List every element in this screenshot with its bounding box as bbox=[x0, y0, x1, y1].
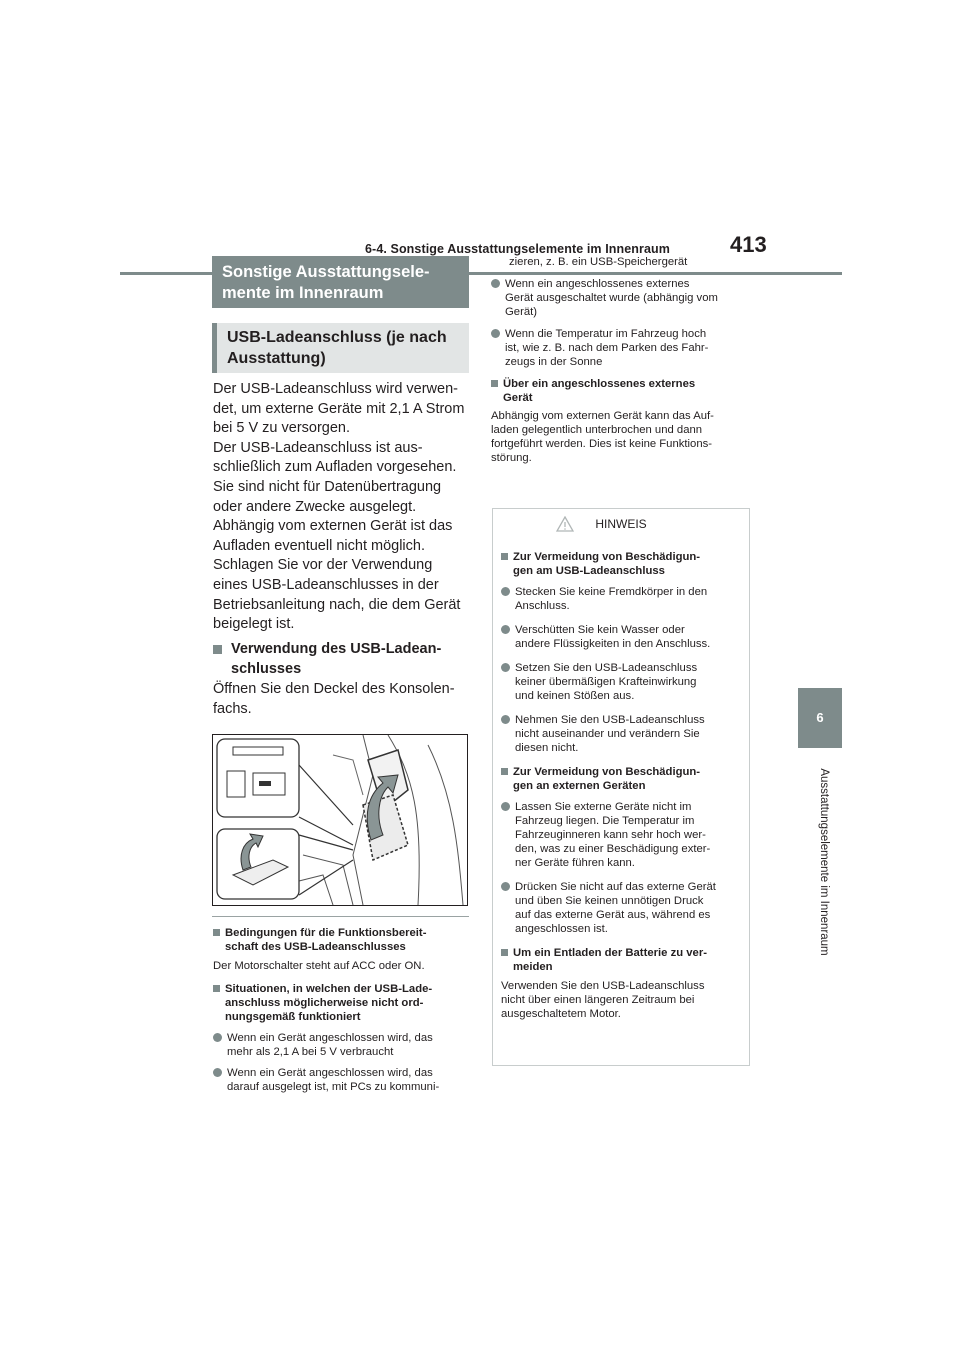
notice-header bbox=[501, 509, 741, 545]
text-line: Wenn ein angeschlossenes externes bbox=[505, 278, 690, 290]
console-drawing bbox=[213, 735, 467, 905]
text-line: ist, wie z. B. nach dem Parken des Fahr- bbox=[505, 342, 709, 354]
text-line: nicht auseinander und verändern Sie bbox=[515, 728, 700, 740]
list-item bbox=[501, 623, 741, 651]
list-item bbox=[491, 327, 751, 369]
heading-line: Gerät bbox=[503, 392, 533, 404]
main-heading-line: Sonstige Ausstattungsele- bbox=[222, 263, 430, 281]
list-item bbox=[501, 661, 741, 703]
situations-heading bbox=[213, 982, 475, 1024]
sub-heading-line: Ausstattung) bbox=[227, 350, 326, 367]
bullet-dot-icon bbox=[213, 1068, 222, 1077]
text-line: Schlagen Sie vor der Verwendung bbox=[213, 557, 433, 574]
bullet-dot-icon bbox=[501, 882, 510, 891]
text-line: fachs. bbox=[213, 700, 252, 717]
square-bullet-icon bbox=[213, 645, 222, 654]
text-line: angeschlossen ist. bbox=[515, 923, 608, 935]
bullet-dot-icon bbox=[213, 1033, 222, 1042]
text-line: Sie sind nicht für Datenübertragung bbox=[213, 478, 442, 495]
text-line: beigelegt ist. bbox=[213, 616, 295, 633]
section-title: 6-4. Sonstige Ausstattungselemente im Innenraum bbox=[365, 242, 670, 256]
notice-heading-3 bbox=[501, 946, 741, 974]
external-device-heading bbox=[491, 377, 751, 405]
usage-heading bbox=[213, 640, 475, 679]
heading-line: Über ein angeschlossenes externes bbox=[503, 378, 696, 390]
text-line: Der USB-Ladeanschluss wird verwen- bbox=[213, 381, 458, 397]
figure-rule bbox=[212, 916, 469, 917]
text-line: Aufladen eventuell nicht möglich. bbox=[213, 537, 425, 554]
text-line: und üben Sie keinen unnötigen Druck bbox=[515, 895, 704, 907]
continued-line: zieren, z. B. ein USB-Speichergerät bbox=[509, 256, 688, 268]
text-line: Verschütten Sie kein Wasser oder bbox=[515, 624, 685, 636]
heading-line: Situationen, in welchen der USB-Lade- bbox=[225, 983, 433, 995]
text-line: Abhängig vom externen Gerät kann das Auf- bbox=[491, 410, 714, 422]
heading-line: meiden bbox=[513, 961, 553, 973]
text-line: Drücken Sie nicht auf das externe Gerät bbox=[515, 881, 716, 893]
text-line: Verwenden Sie den USB-Ladeanschluss bbox=[501, 980, 705, 992]
text-line: laden gelegentlich unterbrochen und dann bbox=[491, 424, 703, 436]
text-line: Lassen Sie externe Geräte nicht im bbox=[515, 801, 692, 813]
text-line: diesen nicht. bbox=[515, 742, 579, 754]
text-line: Der USB-Ladeanschluss ist aus- bbox=[213, 439, 423, 456]
main-heading-line: mente im Innenraum bbox=[222, 284, 384, 302]
main-heading bbox=[212, 256, 469, 308]
bullet-dot-icon bbox=[501, 802, 510, 811]
list-item bbox=[501, 880, 741, 936]
text-line: mehr als 2,1 A bei 5 V verbraucht bbox=[227, 1046, 394, 1058]
text-line: Wenn die Temperatur im Fahrzeug hoch bbox=[505, 328, 707, 340]
text-line: Wenn ein Gerät angeschlossen wird, das bbox=[227, 1032, 433, 1044]
text-line: ausgeschaltetem Motor. bbox=[501, 1008, 621, 1020]
heading-line: schaft des USB-Ladeanschlusses bbox=[225, 941, 406, 953]
intro-text bbox=[213, 380, 475, 635]
text-line: auf das externe Gerät aus, während es bbox=[515, 909, 711, 921]
bullet-dot-icon bbox=[501, 715, 510, 724]
notice-text-3 bbox=[501, 979, 741, 1021]
text-line: Öffnen Sie den Deckel des Konsolen- bbox=[213, 681, 455, 697]
list-item bbox=[213, 1066, 475, 1094]
text-line: störung. bbox=[491, 452, 532, 464]
heading-line: Um ein Entladen der Batterie zu ver- bbox=[513, 947, 707, 959]
heading-line: nungsgemäß funktioniert bbox=[225, 1011, 361, 1023]
square-bullet-icon bbox=[491, 380, 498, 387]
bullet-dot-icon bbox=[501, 625, 510, 634]
bullet-dot-icon bbox=[501, 587, 510, 596]
console-illustration bbox=[212, 734, 468, 906]
bullet-dot-icon bbox=[501, 663, 510, 672]
bullet-dot-icon bbox=[491, 279, 500, 288]
text-line: Fahrzeug liegen. Die Temperatur im bbox=[515, 815, 695, 827]
square-bullet-icon bbox=[501, 553, 508, 560]
heading-line: anschluss möglicherweise nicht ord- bbox=[225, 997, 424, 1009]
text-line: Setzen Sie den USB-Ladeanschluss bbox=[515, 662, 698, 674]
usage-heading-line: Verwendung des USB-Ladean- bbox=[231, 641, 442, 657]
notice-heading-1 bbox=[501, 550, 741, 578]
text-line: den, was zu einer Beschädigung exter- bbox=[515, 843, 711, 855]
text-line: Nehmen Sie den USB-Ladeanschluss bbox=[515, 714, 705, 726]
square-bullet-icon bbox=[501, 949, 508, 956]
page-number: 413 bbox=[730, 232, 767, 257]
list-item bbox=[213, 1031, 475, 1059]
heading-line: gen am USB-Ladeanschluss bbox=[513, 565, 665, 577]
sub-heading bbox=[212, 323, 469, 373]
bullet-dot-icon bbox=[491, 329, 500, 338]
text-line: darauf ausgelegt ist, mit PCs zu kommuni- bbox=[227, 1081, 440, 1093]
text-line: Betriebsanleitung nach, die dem Gerät bbox=[213, 596, 461, 613]
text-line: Gerät ausgeschaltet wurde (abhängig vom bbox=[505, 292, 718, 304]
text-line: oder andere Zwecke ausgelegt. bbox=[213, 498, 417, 515]
square-bullet-icon bbox=[213, 929, 220, 936]
heading-line: Zur Vermeidung von Beschädigun- bbox=[513, 766, 701, 778]
warning-triangle-icon bbox=[556, 516, 574, 532]
text-line: det, um externe Geräte mit 2,1 A Strom bbox=[213, 400, 465, 417]
text-line: Stecken Sie keine Fremdkörper in den bbox=[515, 586, 708, 598]
conditions-heading bbox=[213, 926, 475, 954]
text-line: und keinen Stößen aus. bbox=[515, 690, 635, 702]
text-line: nicht über einen längeren Zeitraum bei bbox=[501, 994, 695, 1006]
square-bullet-icon bbox=[501, 768, 508, 775]
usage-text bbox=[213, 680, 475, 719]
text-line: schließlich zum Aufladen vorgesehen. bbox=[213, 459, 457, 476]
side-label bbox=[810, 752, 830, 972]
text-line: andere Flüssigkeiten in den Anschluss. bbox=[515, 638, 711, 650]
text-line: Abhängig vom externen Gerät ist das bbox=[213, 518, 453, 535]
square-bullet-icon bbox=[213, 985, 220, 992]
conditions-text: Der Motorschalter steht auf ACC oder ON. bbox=[213, 960, 425, 972]
list-item bbox=[491, 277, 751, 319]
external-device-text bbox=[491, 409, 751, 465]
list-item bbox=[501, 585, 741, 613]
notice-title: HINWEIS bbox=[595, 517, 647, 531]
list-item bbox=[501, 713, 741, 755]
text-line: Wenn ein Gerät angeschlossen wird, das bbox=[227, 1067, 433, 1079]
side-label-text: Ausstattungselemente im Innenraum bbox=[818, 768, 830, 956]
notice-heading-2 bbox=[501, 765, 741, 793]
text-line: bei 5 V zu versorgen. bbox=[213, 420, 351, 437]
text-line: zeugs in der Sonne bbox=[505, 356, 603, 368]
text-line: ner Geräte führen kann. bbox=[515, 857, 635, 869]
sub-heading-line: USB-Ladeanschluss (je nach bbox=[227, 329, 447, 346]
text-line: Gerät) bbox=[505, 306, 538, 318]
text-line: keiner übermäßigen Krafteinwirkung bbox=[515, 676, 697, 688]
text-line: fortgeführt werden. Dies ist keine Funktions- bbox=[491, 438, 713, 450]
text-line: Anschluss. bbox=[515, 600, 570, 612]
heading-line: Bedingungen für die Funktionsbereit- bbox=[225, 927, 427, 939]
list-item bbox=[501, 800, 741, 870]
usage-heading-line: schlusses bbox=[231, 660, 302, 677]
chapter-tab: 6 bbox=[798, 688, 842, 748]
text-line: Fahrzeuginneren kann sehr hoch wer- bbox=[515, 829, 706, 841]
text-line: eines USB-Ladeanschlusses in der bbox=[213, 576, 439, 593]
conditions-section bbox=[213, 926, 475, 1094]
heading-line: Zur Vermeidung von Beschädigun- bbox=[513, 551, 701, 563]
column-two bbox=[491, 255, 751, 465]
notice-box bbox=[492, 508, 750, 1066]
heading-line: gen an externen Geräten bbox=[513, 780, 646, 792]
